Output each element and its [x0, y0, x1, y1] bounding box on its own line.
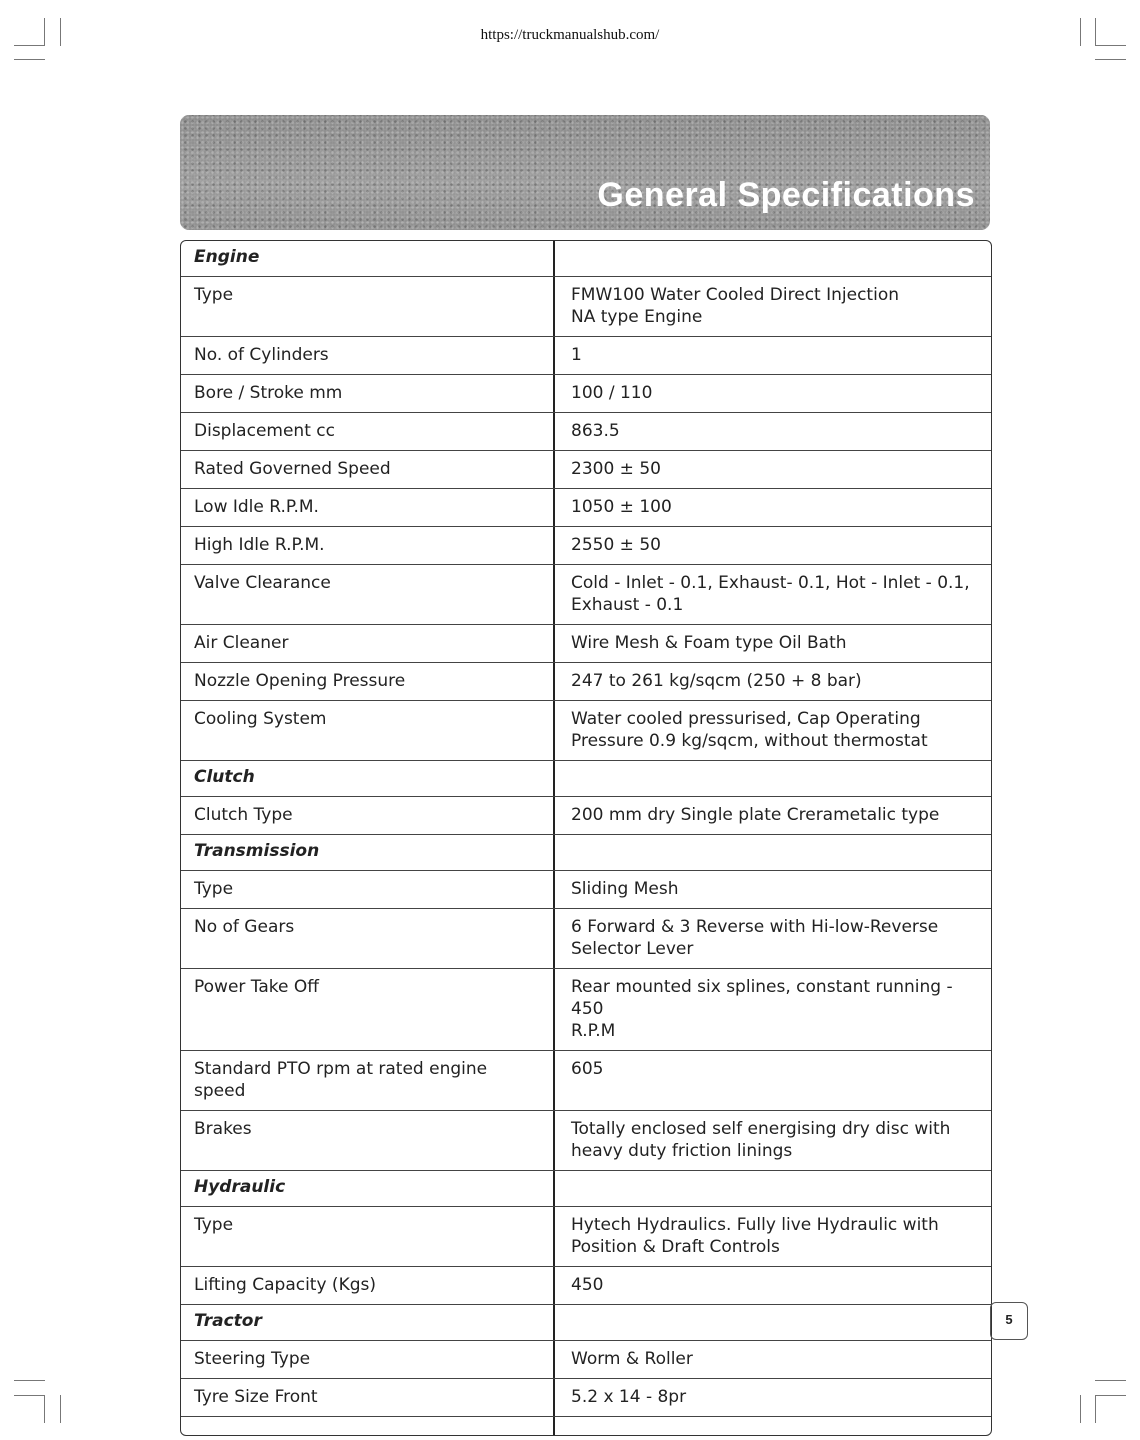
spec-row	[181, 375, 991, 413]
section-title: Engine	[181, 241, 555, 276]
spec-label: Valve Clearance	[181, 565, 555, 624]
spec-row	[181, 1051, 991, 1111]
spec-value: 247 to 261 kg/sqcm (250 + 8 bar)	[571, 671, 862, 691]
page-number: 5	[990, 1302, 1028, 1340]
section-value-empty	[555, 1171, 991, 1206]
spec-label: Type	[181, 871, 555, 908]
spec-label: Type	[181, 1207, 555, 1266]
spec-value: FMW100 Water Cooled Direct Injection NA type Engine	[571, 285, 899, 327]
spec-value: 2550 ± 50	[571, 535, 661, 555]
spec-label: Cooling System	[181, 701, 555, 760]
crop-mark	[44, 1395, 45, 1423]
spec-row	[181, 277, 991, 337]
spec-label: Rated Governed Speed	[181, 451, 555, 488]
spec-row	[181, 701, 991, 761]
spec-row	[181, 1111, 991, 1171]
crop-mark	[1095, 1395, 1126, 1396]
spec-value: 1	[571, 345, 582, 365]
spec-row	[181, 1267, 991, 1305]
spec-row	[181, 871, 991, 909]
spec-row	[181, 1207, 991, 1267]
crop-mark	[14, 1395, 45, 1396]
section-value-empty	[555, 835, 991, 870]
title-banner	[180, 115, 990, 230]
section-value-empty	[555, 761, 991, 796]
crop-mark	[1095, 59, 1126, 60]
spec-value: 605	[571, 1059, 604, 1079]
spec-row	[181, 1341, 991, 1379]
spec-value: Totally enclosed self energising dry disc with heavy duty friction linings	[571, 1119, 951, 1161]
section-value-empty	[555, 1305, 991, 1340]
spec-value: Wire Mesh & Foam type Oil Bath	[571, 633, 847, 653]
section-header-row	[181, 1171, 991, 1207]
empty-cell	[181, 1417, 555, 1435]
spec-label: Tyre Size Front	[181, 1379, 555, 1416]
spec-label: Clutch Type	[181, 797, 555, 834]
section-title: Clutch	[181, 761, 555, 796]
crop-mark	[14, 45, 45, 46]
section-value-empty	[555, 241, 991, 276]
spec-label: Displacement cc	[181, 413, 555, 450]
spec-value: 863.5	[571, 421, 620, 441]
spec-label: No. of Cylinders	[181, 337, 555, 374]
spec-row	[181, 969, 991, 1051]
header-url: https://truckmanualshub.com/	[480, 27, 660, 43]
spec-row	[181, 663, 991, 701]
section-title: Transmission	[181, 835, 555, 870]
spec-label: Standard PTO rpm at rated engine speed	[181, 1051, 555, 1110]
spec-label: Low Idle R.P.M.	[181, 489, 555, 526]
spec-value: Cold - Inlet - 0.1, Exhaust- 0.1, Hot - Inlet - 0.1, Exhaust - 0.1	[571, 573, 970, 615]
crop-mark	[1095, 1395, 1096, 1423]
crop-mark	[60, 1395, 61, 1423]
spec-value: 100 / 110	[571, 383, 653, 403]
spec-row	[181, 909, 991, 969]
spec-value: Worm & Roller	[571, 1349, 693, 1369]
spec-label: No of Gears	[181, 909, 555, 968]
spec-label: High Idle R.P.M.	[181, 527, 555, 564]
section-header-row	[181, 761, 991, 797]
spec-label: Bore / Stroke mm	[181, 375, 555, 412]
spec-value: 200 mm dry Single plate Crerametalic type	[571, 805, 940, 825]
spec-label: Steering Type	[181, 1341, 555, 1378]
spec-row	[181, 527, 991, 565]
section-header-row	[181, 835, 991, 871]
spec-row	[181, 797, 991, 835]
spec-value: Hytech Hydraulics. Fully live Hydraulic with Position & Draft Controls	[571, 1215, 939, 1257]
spec-label: Power Take Off	[181, 969, 555, 1050]
crop-mark	[14, 59, 45, 60]
table-end-row	[181, 1417, 991, 1435]
crop-mark	[1080, 1395, 1081, 1423]
spec-row	[181, 489, 991, 527]
empty-cell	[555, 1417, 991, 1435]
crop-mark	[1095, 1380, 1126, 1381]
spec-value: 450	[571, 1275, 604, 1295]
spec-row	[181, 625, 991, 663]
spec-row	[181, 1379, 991, 1417]
crop-mark	[14, 1380, 45, 1381]
spec-label: Air Cleaner	[181, 625, 555, 662]
spec-label: Brakes	[181, 1111, 555, 1170]
spec-label: Type	[181, 277, 555, 336]
crop-mark	[1095, 45, 1126, 46]
section-title: Hydraulic	[181, 1171, 555, 1206]
section-header-row	[181, 241, 991, 277]
spec-row	[181, 451, 991, 489]
spec-value: 2300 ± 50	[571, 459, 661, 479]
spec-value: 6 Forward & 3 Reverse with Hi-low-Reverse Selector Lever	[571, 917, 939, 959]
spec-table	[180, 240, 992, 1436]
spec-label: Nozzle Opening Pressure	[181, 663, 555, 700]
spec-row	[181, 413, 991, 451]
spec-value: 5.2 x 14 - 8pr	[571, 1387, 687, 1407]
spec-value: Rear mounted six splines, constant running - 450 R.P.M	[571, 977, 953, 1041]
spec-row	[181, 565, 991, 625]
page-title: General Specifications	[597, 176, 975, 214]
spec-value: Water cooled pressurised, Cap Operating Pressure 0.9 kg/sqcm, without thermostat	[571, 709, 928, 751]
section-title: Tractor	[181, 1305, 555, 1340]
spec-row	[181, 337, 991, 375]
spec-value: 1050 ± 100	[571, 497, 672, 517]
spec-label: Lifting Capacity (Kgs)	[181, 1267, 555, 1304]
section-header-row	[181, 1305, 991, 1341]
spec-value: Sliding Mesh	[571, 879, 679, 899]
